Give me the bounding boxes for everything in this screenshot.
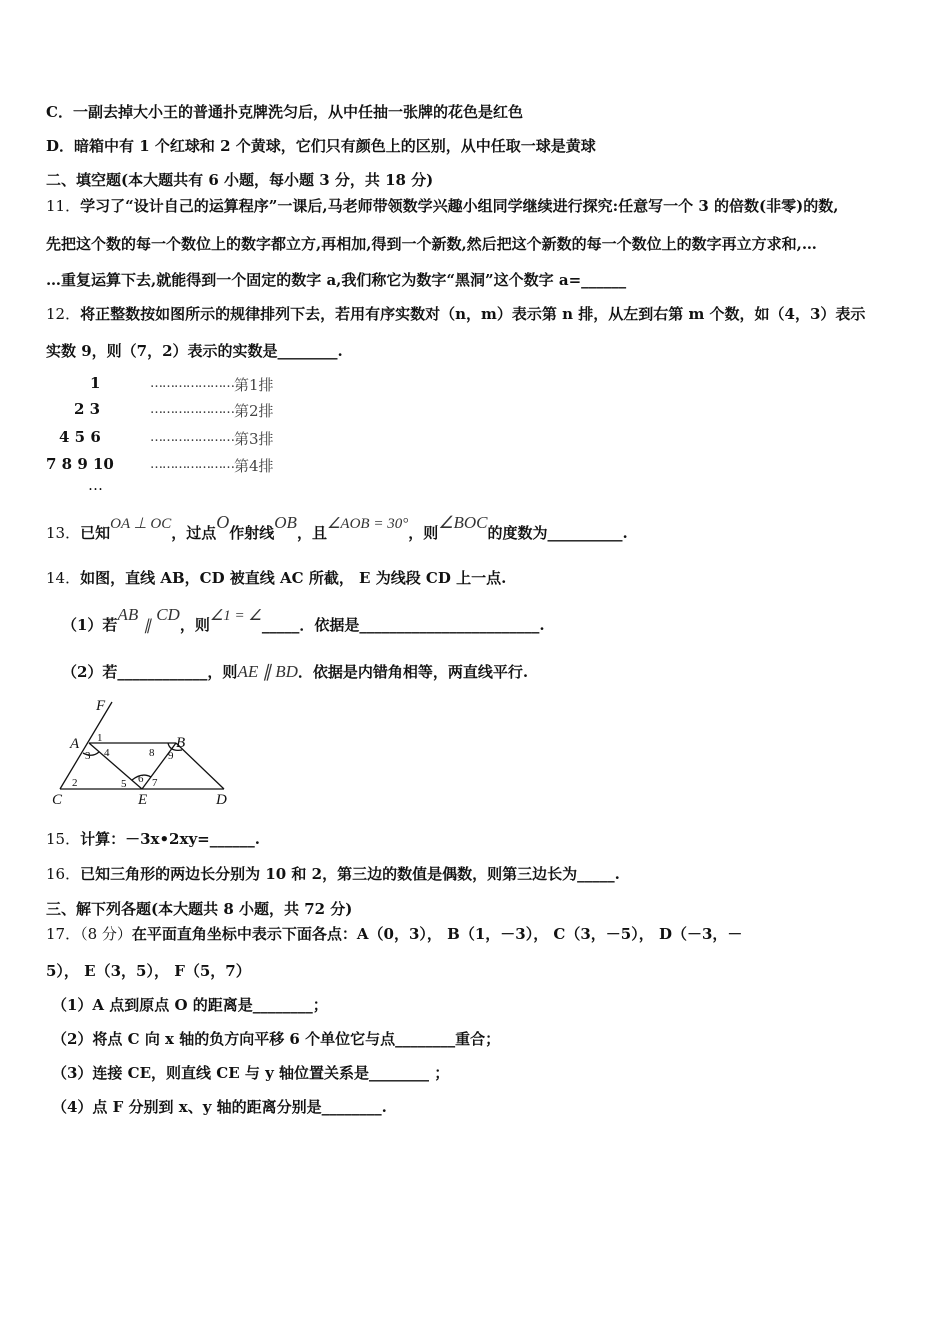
label-a: A	[70, 736, 80, 752]
q13-math-angle-boc: ∠BOC	[438, 513, 488, 532]
angle-label-2: 2	[72, 777, 78, 789]
q13-math-angle-aob: ∠AOB = 30°	[326, 516, 409, 532]
line-fc	[60, 702, 112, 789]
section-2-title: 二、填空题(本大题共有 6 小题，每小题 3 分，共 18 分)	[46, 171, 434, 189]
q13-line	[46, 512, 628, 544]
angle-label-8: 8	[149, 747, 155, 759]
q14-part2-suffix: ．依据是内错角相等，两直线平行.	[297, 663, 529, 681]
q17-part4: （4）点 F 分别到 x、y 轴的距离分别是________.	[52, 1098, 387, 1116]
number-triangle-figure	[46, 372, 286, 492]
q11-text-1: 学习了“设计自己的运算程序”一课后,马老师带领数学兴趣小组同学继续进行探究:任意写一个 3 的倍数(非零)的数,	[80, 197, 839, 215]
q13-text-6: 的度数为__________.	[487, 524, 628, 542]
q14-line1	[46, 568, 506, 588]
q17-score: （8 分）	[80, 925, 132, 943]
q17-part2: （2）将点 C 向 x 轴的负方向平移 6 个单位它与点________重合；	[52, 1030, 501, 1048]
q17-line1	[46, 924, 742, 944]
q16-text: 已知三角形的两边长分别为 10 和 2，第三边的数值是偶数，则第三边长为_____.	[80, 865, 620, 883]
q13-math-ob: OB	[274, 513, 297, 532]
triangle-row-2-numbers: 2 3	[74, 400, 101, 418]
q12-number: 12．	[46, 305, 81, 323]
triangle-row-3-label: 第3排	[234, 430, 274, 448]
triangle-row-2-label: 第2排	[234, 402, 274, 420]
label-f: F	[96, 698, 106, 714]
q12-line1	[46, 304, 865, 324]
angle-label-9: 9	[168, 750, 174, 762]
q14-math-cd: CD	[156, 605, 180, 624]
q12-text-1: 将正整数按如图所示的规律排列下去，若用有序实数对（n，m）表示第 n 排，从左到右第 m 个数，如（4，3）表示	[80, 305, 866, 323]
angle-label-7: 7	[152, 777, 158, 789]
q14-number: 14．	[46, 569, 81, 587]
angle-label-1: 1	[97, 732, 103, 744]
angle-label-6: 6	[138, 773, 144, 785]
triangle-row-3-dots: …………………	[150, 430, 234, 445]
q13-text-1: 已知	[80, 524, 111, 542]
q13-math-o: O	[216, 512, 230, 532]
angle-label-4: 4	[104, 747, 110, 759]
option-d: D．暗箱中有 1 个红球和 2 个黄球，它们只有颜色上的区别，从中任取一球是黄球	[46, 137, 596, 155]
q11-number: 11．	[46, 197, 81, 215]
label-b: B	[176, 735, 186, 751]
q15-text: 计算：－3x•2xy=______.	[80, 830, 260, 848]
q17-number: 17．	[46, 925, 81, 943]
label-c: C	[52, 792, 63, 808]
triangle-row-3-numbers: 4 5 6	[59, 428, 101, 446]
q15-number: 15．	[46, 830, 81, 848]
q17-part3: （3）连接 CE，则直线 CE 与 y 轴位置关系是________ ；	[52, 1064, 450, 1082]
q14-geometry-figure	[46, 696, 236, 811]
q14-part1-suffix: _____．依据是________________________.	[261, 616, 545, 634]
q17-text-1: 在平面直角坐标中表示下面各点：A（0，3）， B（1，－3）， C（3，－5）， D（－3，－	[131, 925, 743, 943]
q14-math-parallel: ∥	[143, 618, 151, 634]
triangle-row-1-numbers: 1	[90, 374, 101, 392]
triangle-row-4-numbers: 7 8 9 10	[46, 455, 114, 473]
q14-math-ae-parallel-bd: AE ∥ BD	[237, 662, 298, 681]
label-d: D	[216, 792, 227, 808]
q12-line2: 实数 9，则（7，2）表示的实数是________.	[46, 342, 343, 360]
q14-part2-prefix: （2）若____________，则	[62, 663, 238, 681]
q17-line2: 5）， E（3，5）， F（5，7）	[46, 962, 251, 980]
q14-part1	[62, 605, 545, 636]
angle-label-5: 5	[121, 778, 127, 790]
q13-math-oa-perp-oc: OA ⊥ OC	[110, 516, 172, 532]
q13-number: 13．	[46, 524, 81, 542]
q13-text-3: 作射线	[229, 524, 275, 542]
triangle-row-1-dots: …………………	[150, 376, 234, 391]
label-e: E	[138, 792, 148, 808]
triangle-row-4-label: 第4排	[234, 457, 274, 475]
q14-part2	[62, 662, 528, 682]
triangle-row-4-dots: …………………	[150, 457, 234, 472]
section-3-title: 三、解下列各题(本大题共 8 小题，共 72 分)	[46, 900, 353, 918]
q14-text-1: 如图，直线 AB，CD 被直线 AC 所截， E 为线段 CD 上一点.	[80, 569, 507, 587]
angle-label-3: 3	[85, 750, 91, 762]
q16-line	[46, 864, 620, 884]
triangle-row-1-label: 第1排	[234, 376, 274, 394]
q11-line3: …重复运算下去,就能得到一个固定的数字 a,我们称它为数字“黑洞”这个数字 a=______	[46, 271, 627, 289]
q14-part1-prefix: （1）若	[62, 616, 118, 634]
option-c: C．一副去掉大小王的普通扑克牌洗匀后，从中任抽一张牌的花色是红色	[46, 103, 523, 121]
q13-text-5: ，则	[408, 524, 439, 542]
q13-text-2: ，过点	[171, 524, 217, 542]
q16-number: 16．	[46, 865, 81, 883]
q14-math-ab: AB	[117, 605, 139, 624]
q14-math-angle1: ∠1 = ∠	[209, 608, 262, 624]
q13-text-4: ，且	[296, 524, 327, 542]
q11-line2: 先把这个数的每一个数位上的数字都立方,再相加,得到一个新数,然后把这个新数的每一个数位上的数字再立方求和,…	[46, 235, 817, 253]
q17-part1: （1）A 点到原点 O 的距离是________；	[52, 996, 328, 1014]
triangle-more-dots: …	[88, 476, 103, 494]
q15-line	[46, 829, 260, 849]
triangle-row-2-dots: …………………	[150, 402, 234, 417]
segment-ae	[89, 743, 142, 789]
q14-part1-mid: ，则	[179, 616, 210, 634]
q11-line1	[46, 196, 838, 216]
